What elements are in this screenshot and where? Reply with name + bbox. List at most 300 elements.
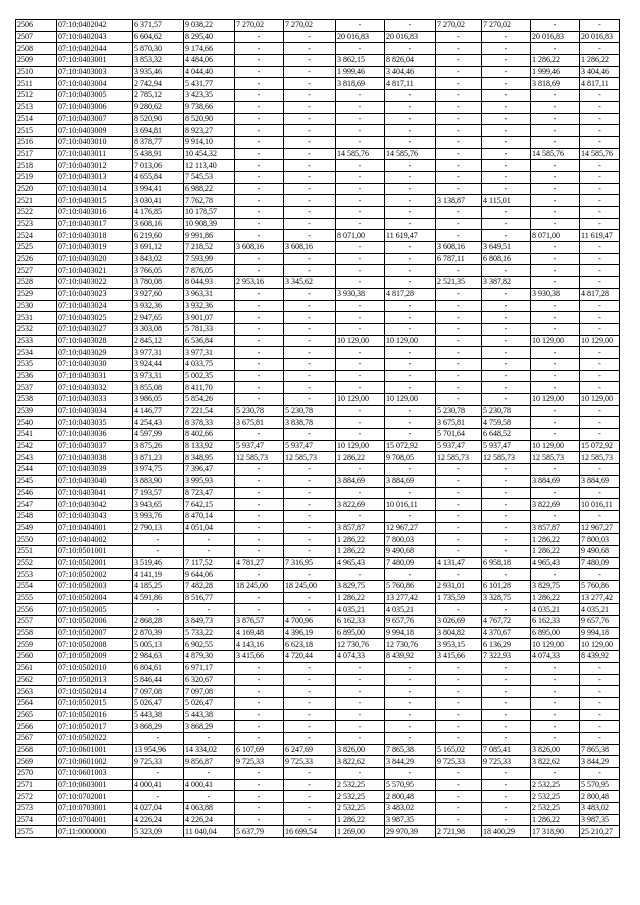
value-1-cell: 2 845,12 — [133, 335, 184, 347]
value-9-cell: 1 286,22 — [531, 55, 580, 67]
value-3-cell: - — [235, 90, 284, 102]
value-8-cell: - — [482, 686, 531, 698]
value-8-cell: 7 085,41 — [482, 744, 531, 756]
table-row — [16, 417, 620, 429]
value-9-cell: - — [531, 569, 580, 581]
value-5-cell: 1 286,22 — [336, 592, 385, 604]
value-3-cell: - — [235, 674, 284, 686]
value-5-cell: 1 286,22 — [336, 545, 385, 557]
value-8-cell: - — [482, 803, 531, 815]
value-4-cell: - — [284, 43, 336, 55]
value-10-cell: - — [580, 277, 620, 289]
value-6-cell: 7 480,09 — [385, 557, 436, 569]
value-10-cell: 20 016,83 — [580, 31, 620, 43]
value-1-cell: 6 804,61 — [133, 662, 184, 674]
value-3-cell: 5 637,79 — [235, 826, 284, 838]
value-10-cell: 4 817,28 — [580, 288, 620, 300]
value-4-cell: - — [284, 66, 336, 78]
value-4-cell: - — [284, 78, 336, 90]
value-8-cell: 6 101,28 — [482, 581, 531, 593]
value-6-cell: 8 439,92 — [385, 651, 436, 663]
value-6-cell: - — [385, 195, 436, 207]
value-7-cell: - — [436, 697, 482, 709]
value-8-cell: - — [482, 545, 531, 557]
value-4-cell: - — [284, 125, 336, 137]
value-2-cell: 7 876,05 — [184, 265, 235, 277]
value-1-cell: 3 986,05 — [133, 394, 184, 406]
value-9-cell: 10 129,00 — [531, 639, 580, 651]
value-9-cell: 3 822,69 — [531, 499, 580, 511]
value-5-cell: 10 129,00 — [336, 440, 385, 452]
row-number-cell: 2555 — [16, 592, 57, 604]
value-10-cell: 10 016,11 — [580, 499, 620, 511]
value-9-cell: 1 286,22 — [531, 592, 580, 604]
value-8-cell: 4 767,72 — [482, 616, 531, 628]
value-6-cell: 10 016,11 — [385, 499, 436, 511]
value-10-cell: 7 865,38 — [580, 744, 620, 756]
row-number-cell: 2528 — [16, 277, 57, 289]
value-9-cell: - — [531, 90, 580, 102]
value-9-cell: 1 999,46 — [531, 66, 580, 78]
cadastral-code-cell: 07:10:0403009 — [57, 125, 133, 137]
value-5-cell: - — [336, 686, 385, 698]
value-2-cell: 5 733,22 — [184, 627, 235, 639]
row-number-cell: 2550 — [16, 534, 57, 546]
value-5-cell: - — [336, 113, 385, 125]
value-1-cell: 3 868,29 — [133, 721, 184, 733]
value-8-cell: 9 725,33 — [482, 756, 531, 768]
value-2-cell: 3 423,35 — [184, 90, 235, 102]
value-7-cell: - — [436, 183, 482, 195]
value-7-cell: - — [436, 78, 482, 90]
value-3-cell: - — [235, 510, 284, 522]
cadastral-code-cell: 07:10:0403022 — [57, 277, 133, 289]
value-2-cell: 6 971,17 — [184, 662, 235, 674]
value-8-cell: - — [482, 370, 531, 382]
row-number-cell: 2517 — [16, 148, 57, 160]
value-4-cell: - — [284, 429, 336, 441]
value-9-cell: 3 826,00 — [531, 744, 580, 756]
value-5-cell: 1 999,46 — [336, 66, 385, 78]
row-number-cell: 2542 — [16, 440, 57, 452]
value-6-cell: 4 817,28 — [385, 288, 436, 300]
value-5-cell: - — [336, 510, 385, 522]
value-9-cell: - — [531, 674, 580, 686]
value-6-cell: - — [385, 674, 436, 686]
cadastral-code-cell: 07:10:0702001 — [57, 791, 133, 803]
value-1-cell: 7 013,06 — [133, 160, 184, 172]
value-6-cell: - — [385, 90, 436, 102]
cadastral-code-cell: 07:10:0403029 — [57, 347, 133, 359]
value-7-cell: 3 804,82 — [436, 627, 482, 639]
value-9-cell: 3 822,62 — [531, 756, 580, 768]
cadastral-code-cell: 07:10:0403037 — [57, 440, 133, 452]
value-1-cell: 3 993,76 — [133, 510, 184, 522]
table-row — [16, 358, 620, 370]
value-4-cell: - — [284, 674, 336, 686]
value-9-cell: - — [531, 312, 580, 324]
value-1-cell: 4 591,86 — [133, 592, 184, 604]
value-5-cell: 1 286,22 — [336, 534, 385, 546]
table-row — [16, 464, 620, 476]
table-row — [16, 171, 620, 183]
value-8-cell: 3 649,51 — [482, 242, 531, 254]
value-6-cell: 10 129,00 — [385, 394, 436, 406]
value-2-cell: 9 856,87 — [184, 756, 235, 768]
row-number-cell: 2518 — [16, 160, 57, 172]
value-9-cell: - — [531, 709, 580, 721]
value-5-cell: 2 532,25 — [336, 779, 385, 791]
value-5-cell: - — [336, 405, 385, 417]
value-2-cell: 8 520,90 — [184, 113, 235, 125]
table-row — [16, 312, 620, 324]
value-5-cell: - — [336, 125, 385, 137]
value-2-cell: 7 097,08 — [184, 686, 235, 698]
value-8-cell: - — [482, 31, 531, 43]
value-4-cell: - — [284, 791, 336, 803]
value-6-cell: 12 730,76 — [385, 639, 436, 651]
value-4-cell: - — [284, 148, 336, 160]
row-number-cell: 2552 — [16, 557, 57, 569]
value-8-cell: 3 387,82 — [482, 277, 531, 289]
value-3-cell: - — [235, 31, 284, 43]
value-8-cell: - — [482, 534, 531, 546]
value-5-cell: 2 532,25 — [336, 803, 385, 815]
row-number-cell: 2527 — [16, 265, 57, 277]
value-5-cell: - — [336, 487, 385, 499]
table-row — [16, 651, 620, 663]
cadastral-code-cell: 07:10:0403039 — [57, 464, 133, 476]
value-1-cell: 7 193,57 — [133, 487, 184, 499]
value-5-cell: - — [336, 358, 385, 370]
value-6-cell: - — [385, 732, 436, 744]
value-8-cell: - — [482, 148, 531, 160]
value-6-cell: - — [385, 429, 436, 441]
value-9-cell: 1 286,22 — [531, 534, 580, 546]
cadastral-code-cell: 07:10:0502003 — [57, 581, 133, 593]
value-2-cell: 3 849,73 — [184, 616, 235, 628]
value-3-cell: - — [235, 814, 284, 826]
value-7-cell: - — [436, 125, 482, 137]
value-3-cell: 6 107,69 — [235, 744, 284, 756]
value-5-cell: - — [336, 253, 385, 265]
value-10-cell: - — [580, 183, 620, 195]
value-1-cell: 3 943,65 — [133, 499, 184, 511]
row-number-cell: 2521 — [16, 195, 57, 207]
value-2-cell: 7 218,52 — [184, 242, 235, 254]
value-7-cell: 2 721,98 — [436, 826, 482, 838]
value-8-cell: - — [482, 732, 531, 744]
row-number-cell: 2560 — [16, 651, 57, 663]
value-4-cell: 4 720,44 — [284, 651, 336, 663]
value-10-cell: - — [580, 242, 620, 254]
value-3-cell: - — [235, 218, 284, 230]
value-1-cell: 5 323,09 — [133, 826, 184, 838]
value-10-cell: - — [580, 125, 620, 137]
table-row — [16, 347, 620, 359]
value-1-cell: 8 378,77 — [133, 136, 184, 148]
value-8-cell: - — [482, 160, 531, 172]
cadastral-code-cell: 07:10:0403041 — [57, 487, 133, 499]
value-6-cell: 10 129,00 — [385, 335, 436, 347]
value-1-cell: - — [133, 534, 184, 546]
value-10-cell: - — [580, 358, 620, 370]
table-row — [16, 183, 620, 195]
value-7-cell: - — [436, 394, 482, 406]
value-7-cell: - — [436, 534, 482, 546]
value-9-cell: - — [531, 429, 580, 441]
value-9-cell: - — [531, 721, 580, 733]
value-4-cell: - — [284, 55, 336, 67]
value-5-cell: - — [336, 323, 385, 335]
value-10-cell: - — [580, 417, 620, 429]
value-1-cell: 8 520,90 — [133, 113, 184, 125]
row-number-cell: 2535 — [16, 358, 57, 370]
value-7-cell: - — [436, 604, 482, 616]
value-6-cell: - — [385, 662, 436, 674]
row-number-cell: 2549 — [16, 522, 57, 534]
value-7-cell: - — [436, 499, 482, 511]
value-6-cell: 5 570,95 — [385, 779, 436, 791]
value-3-cell: - — [235, 464, 284, 476]
value-10-cell: 3 884,69 — [580, 475, 620, 487]
value-8-cell: - — [482, 475, 531, 487]
row-number-cell: 2568 — [16, 744, 57, 756]
value-7-cell: - — [436, 136, 482, 148]
value-9-cell: - — [531, 300, 580, 312]
value-7-cell: - — [436, 358, 482, 370]
cadastral-code-cell: 07:10:0502014 — [57, 686, 133, 698]
value-2-cell: 5 002,35 — [184, 370, 235, 382]
value-5-cell: - — [336, 697, 385, 709]
value-6-cell: 3 987,35 — [385, 814, 436, 826]
value-5-cell: 4 035,21 — [336, 604, 385, 616]
cadastral-code-cell: 07:10:0403033 — [57, 394, 133, 406]
cadastral-code-cell: 07:10:0502005 — [57, 604, 133, 616]
value-3-cell: - — [235, 382, 284, 394]
value-9-cell: 12 585,73 — [531, 452, 580, 464]
value-8-cell: - — [482, 55, 531, 67]
value-2-cell: 8 923,27 — [184, 125, 235, 137]
value-2-cell: 5 781,33 — [184, 323, 235, 335]
value-2-cell: 4 063,88 — [184, 803, 235, 815]
value-3-cell: - — [235, 732, 284, 744]
value-7-cell: - — [436, 464, 482, 476]
cadastral-code-cell: 07:10:0703001 — [57, 803, 133, 815]
value-3-cell: - — [235, 686, 284, 698]
value-10-cell: - — [580, 20, 620, 32]
value-2-cell: 9 174,66 — [184, 43, 235, 55]
value-8-cell: - — [482, 697, 531, 709]
value-1-cell: 4 597,99 — [133, 429, 184, 441]
value-10-cell: - — [580, 569, 620, 581]
value-4-cell: - — [284, 183, 336, 195]
value-5-cell: - — [336, 242, 385, 254]
value-9-cell: 4 074,33 — [531, 651, 580, 663]
value-10-cell: - — [580, 136, 620, 148]
value-8-cell: 6 808,16 — [482, 253, 531, 265]
value-5-cell: 3 822,69 — [336, 499, 385, 511]
value-1-cell: 4 027,04 — [133, 803, 184, 815]
value-3-cell: 7 270,02 — [235, 20, 284, 32]
value-10-cell: - — [580, 160, 620, 172]
row-number-cell: 2525 — [16, 242, 57, 254]
value-9-cell: - — [531, 265, 580, 277]
table-row — [16, 218, 620, 230]
value-7-cell: 5 165,02 — [436, 744, 482, 756]
value-1-cell: 2 790,13 — [133, 522, 184, 534]
value-4-cell: 6 623,18 — [284, 639, 336, 651]
cadastral-code-cell: 07:10:0403030 — [57, 358, 133, 370]
value-10-cell: 3 483,02 — [580, 803, 620, 815]
value-8-cell: 7 322,93 — [482, 651, 531, 663]
value-4-cell: - — [284, 31, 336, 43]
value-5-cell: - — [336, 464, 385, 476]
value-3-cell: - — [235, 55, 284, 67]
value-5-cell: - — [336, 674, 385, 686]
row-number-cell: 2546 — [16, 487, 57, 499]
table-row — [16, 429, 620, 441]
table-row — [16, 253, 620, 265]
value-8-cell: - — [482, 207, 531, 219]
value-2-cell: 8 723,47 — [184, 487, 235, 499]
value-9-cell: - — [531, 358, 580, 370]
value-5-cell: 6 162,33 — [336, 616, 385, 628]
value-10-cell: - — [580, 300, 620, 312]
value-9-cell: - — [531, 253, 580, 265]
value-10-cell: - — [580, 312, 620, 324]
value-7-cell: - — [436, 545, 482, 557]
value-3-cell: - — [235, 171, 284, 183]
value-8-cell: - — [482, 674, 531, 686]
value-1-cell: 3 303,08 — [133, 323, 184, 335]
cadastral-code-cell: 07:10:0403006 — [57, 101, 133, 113]
value-1-cell: 3 883,90 — [133, 475, 184, 487]
value-3-cell: - — [235, 803, 284, 815]
value-6-cell: 3 483,02 — [385, 803, 436, 815]
value-6-cell: - — [385, 183, 436, 195]
row-number-cell: 2567 — [16, 732, 57, 744]
value-1-cell: 4 176,85 — [133, 207, 184, 219]
row-number-cell: 2553 — [16, 569, 57, 581]
table-row — [16, 277, 620, 289]
value-6-cell: - — [385, 171, 436, 183]
value-9-cell: 2 532,25 — [531, 779, 580, 791]
value-5-cell: 3 822,62 — [336, 756, 385, 768]
value-5-cell: 3 818,69 — [336, 78, 385, 90]
value-2-cell: 3 995,93 — [184, 475, 235, 487]
value-3-cell: 9 725,33 — [235, 756, 284, 768]
value-5-cell: 1 269,00 — [336, 826, 385, 838]
row-number-cell: 2558 — [16, 627, 57, 639]
value-9-cell: 14 585,76 — [531, 148, 580, 160]
value-4-cell: - — [284, 218, 336, 230]
value-9-cell: - — [531, 323, 580, 335]
value-3-cell: - — [235, 288, 284, 300]
table-row — [16, 113, 620, 125]
value-6-cell: 9 657,76 — [385, 616, 436, 628]
value-8-cell: 5 937,47 — [482, 440, 531, 452]
value-8-cell: - — [482, 171, 531, 183]
value-5-cell: - — [336, 101, 385, 113]
value-6-cell: - — [385, 347, 436, 359]
value-7-cell: - — [436, 43, 482, 55]
value-3-cell: - — [235, 265, 284, 277]
value-4-cell: - — [284, 171, 336, 183]
value-7-cell: 5 230,78 — [436, 405, 482, 417]
data-table — [15, 19, 620, 838]
value-3-cell: 5 230,78 — [235, 405, 284, 417]
value-2-cell: 8 402,66 — [184, 429, 235, 441]
value-3-cell: 3 608,16 — [235, 242, 284, 254]
value-4-cell: - — [284, 721, 336, 733]
value-2-cell: 9 991,86 — [184, 230, 235, 242]
value-9-cell: 17 318,90 — [531, 826, 580, 838]
row-number-cell: 2522 — [16, 207, 57, 219]
value-10-cell: 7 800,03 — [580, 534, 620, 546]
value-8-cell: 4 115,01 — [482, 195, 531, 207]
cadastral-code-cell: 07:10:0403019 — [57, 242, 133, 254]
row-number-cell: 2532 — [16, 323, 57, 335]
cadastral-code-cell: 07:10:0403007 — [57, 113, 133, 125]
table-row — [16, 627, 620, 639]
table-row — [16, 452, 620, 464]
row-number-cell: 2547 — [16, 499, 57, 511]
value-1-cell: 5 870,30 — [133, 43, 184, 55]
table-row — [16, 592, 620, 604]
value-1-cell: 3 780,08 — [133, 277, 184, 289]
value-6-cell: - — [385, 370, 436, 382]
value-8-cell: 6 958,18 — [482, 557, 531, 569]
value-4-cell: - — [284, 522, 336, 534]
value-10-cell: 5 570,95 — [580, 779, 620, 791]
value-3-cell: - — [235, 779, 284, 791]
cadastral-code-cell: 07:10:0402042 — [57, 20, 133, 32]
table-row — [16, 803, 620, 815]
value-4-cell: - — [284, 732, 336, 744]
value-4-cell: 12 585,73 — [284, 452, 336, 464]
value-1-cell: 3 691,12 — [133, 242, 184, 254]
value-3-cell: - — [235, 113, 284, 125]
value-6-cell: 9 490,68 — [385, 545, 436, 557]
value-7-cell: 2 931,01 — [436, 581, 482, 593]
value-2-cell: 4 879,30 — [184, 651, 235, 663]
value-4-cell: - — [284, 545, 336, 557]
value-2-cell: 7 221,54 — [184, 405, 235, 417]
value-6-cell: 29 970,39 — [385, 826, 436, 838]
value-8-cell: - — [482, 464, 531, 476]
value-2-cell: 9 644,06 — [184, 569, 235, 581]
value-3-cell: - — [235, 230, 284, 242]
row-number-cell: 2520 — [16, 183, 57, 195]
value-8-cell: 12 585,73 — [482, 452, 531, 464]
value-9-cell: - — [531, 277, 580, 289]
value-7-cell: - — [436, 686, 482, 698]
value-6-cell: - — [385, 43, 436, 55]
value-4-cell: - — [284, 136, 336, 148]
value-6-cell: 12 967,27 — [385, 522, 436, 534]
row-number-cell: 2556 — [16, 604, 57, 616]
value-1-cell: 3 974,75 — [133, 464, 184, 476]
value-9-cell: 1 286,22 — [531, 814, 580, 826]
value-6-cell: 8 826,04 — [385, 55, 436, 67]
cadastral-code-cell: 07:10:0403042 — [57, 499, 133, 511]
value-4-cell: - — [284, 195, 336, 207]
value-10-cell: 10 129,00 — [580, 394, 620, 406]
row-number-cell: 2570 — [16, 768, 57, 780]
value-7-cell: - — [436, 779, 482, 791]
value-5-cell: - — [336, 732, 385, 744]
